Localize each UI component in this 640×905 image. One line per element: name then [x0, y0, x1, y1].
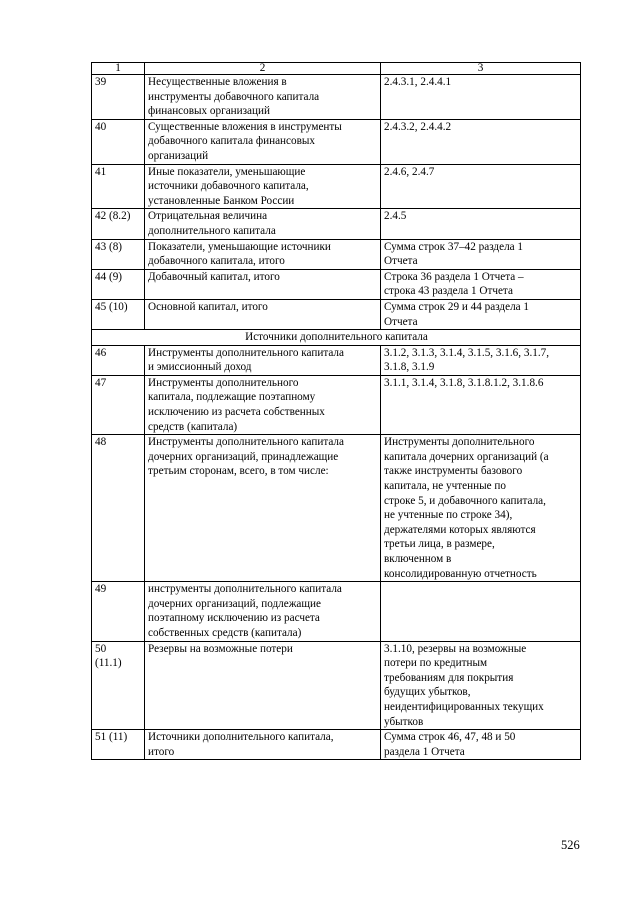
- row-name: Показатели, уменьшающие источники добавочного капитала, итого: [145, 239, 381, 269]
- table-row: [92, 435, 581, 582]
- header-cell-1: 1: [92, 63, 145, 75]
- row-name: Добавочный капитал, итого: [145, 269, 381, 299]
- table-row: [92, 164, 581, 209]
- row-number: 47: [92, 375, 145, 434]
- table-row: [92, 239, 581, 269]
- row-reference: 2.4.5: [381, 209, 581, 239]
- row-reference: [381, 582, 581, 641]
- row-reference: Сумма строк 46, 47, 48 и 50 раздела 1 Отчета: [381, 730, 581, 760]
- row-name: Источники дополнительного капитала, итого: [145, 730, 381, 760]
- page-number: 526: [561, 838, 580, 852]
- row-name: Иные показатели, уменьшающие источники добавочного капитала, установленные Банком России: [145, 164, 381, 209]
- row-reference: 3.1.2, 3.1.3, 3.1.4, 3.1.5, 3.1.6, 3.1.7, 3.1.8, 3.1.9: [381, 345, 581, 375]
- row-name: Резервы на возможные потери: [145, 641, 381, 730]
- row-reference: 2.4.6, 2.4.7: [381, 164, 581, 209]
- row-reference: 2.4.3.1, 2.4.4.1: [381, 75, 581, 120]
- row-number: 48: [92, 435, 145, 582]
- row-number: 42 (8.2): [92, 209, 145, 239]
- row-number: 39: [92, 75, 145, 120]
- table-row: [92, 269, 581, 299]
- row-reference: 2.4.3.2, 2.4.4.2: [381, 119, 581, 164]
- row-name: Существенные вложения в инструменты добавочного капитала финансовых организаций: [145, 119, 381, 164]
- row-name: Отрицательная величина дополнительного капитала: [145, 209, 381, 239]
- table-row: [92, 582, 581, 641]
- row-reference: Инструменты дополнительного капитала дочерних организаций (а также инструменты базового капитала, не учтенные по строке 5, и добавочного капитала, не учтенные по строке 34), держателями которых являются третьи лица, в размере, включенном в консолидированную отчетность: [381, 435, 581, 582]
- table-row: [92, 209, 581, 239]
- row-name: инструменты дополнительного капитала дочерних организаций, подлежащие поэтапному исключению из расчета собственных средств (капитала): [145, 582, 381, 641]
- header-row: [92, 63, 581, 75]
- table-row: [92, 75, 581, 120]
- row-number: 46: [92, 345, 145, 375]
- table-row: [92, 299, 581, 329]
- row-number: 44 (9): [92, 269, 145, 299]
- row-reference: Строка 36 раздела 1 Отчета – строка 43 раздела 1 Отчета: [381, 269, 581, 299]
- table-row: [92, 730, 581, 760]
- row-reference: Сумма строк 37–42 раздела 1 Отчета: [381, 239, 581, 269]
- row-name: Несущественные вложения в инструменты добавочного капитала финансовых организаций: [145, 75, 381, 120]
- row-number: 49: [92, 582, 145, 641]
- row-number: 43 (8): [92, 239, 145, 269]
- table-row: [92, 119, 581, 164]
- row-reference: 3.1.10, резервы на возможные потери по кредитным требованиям для покрытия будущих убытков, неидентифицированных текущих убытков: [381, 641, 581, 730]
- section-row: [92, 330, 581, 346]
- row-name: Инструменты дополнительного капитала, подлежащие поэтапному исключению из расчета собственных средств (капитала): [145, 375, 381, 434]
- header-cell-2: 2: [145, 63, 381, 75]
- row-reference: 3.1.1, 3.1.4, 3.1.8, 3.1.8.1.2, 3.1.8.6: [381, 375, 581, 434]
- row-number: 41: [92, 164, 145, 209]
- table-row: [92, 641, 581, 730]
- row-number: 51 (11): [92, 730, 145, 760]
- row-name: Основной капитал, итого: [145, 299, 381, 329]
- row-number: 45 (10): [92, 299, 145, 329]
- table-row: [92, 345, 581, 375]
- section-title: Источники дополнительного капитала: [92, 330, 581, 346]
- capital-table: [91, 62, 581, 760]
- table-row: [92, 375, 581, 434]
- row-name: Инструменты дополнительного капитала дочерних организаций, принадлежащие третьим сторонам, всего, в том числе:: [145, 435, 381, 582]
- header-cell-3: 3: [381, 63, 581, 75]
- row-reference: Сумма строк 29 и 44 раздела 1 Отчета: [381, 299, 581, 329]
- row-number: 40: [92, 119, 145, 164]
- row-name: Инструменты дополнительного капитала и эмиссионный доход: [145, 345, 381, 375]
- row-number: 50 (11.1): [92, 641, 145, 730]
